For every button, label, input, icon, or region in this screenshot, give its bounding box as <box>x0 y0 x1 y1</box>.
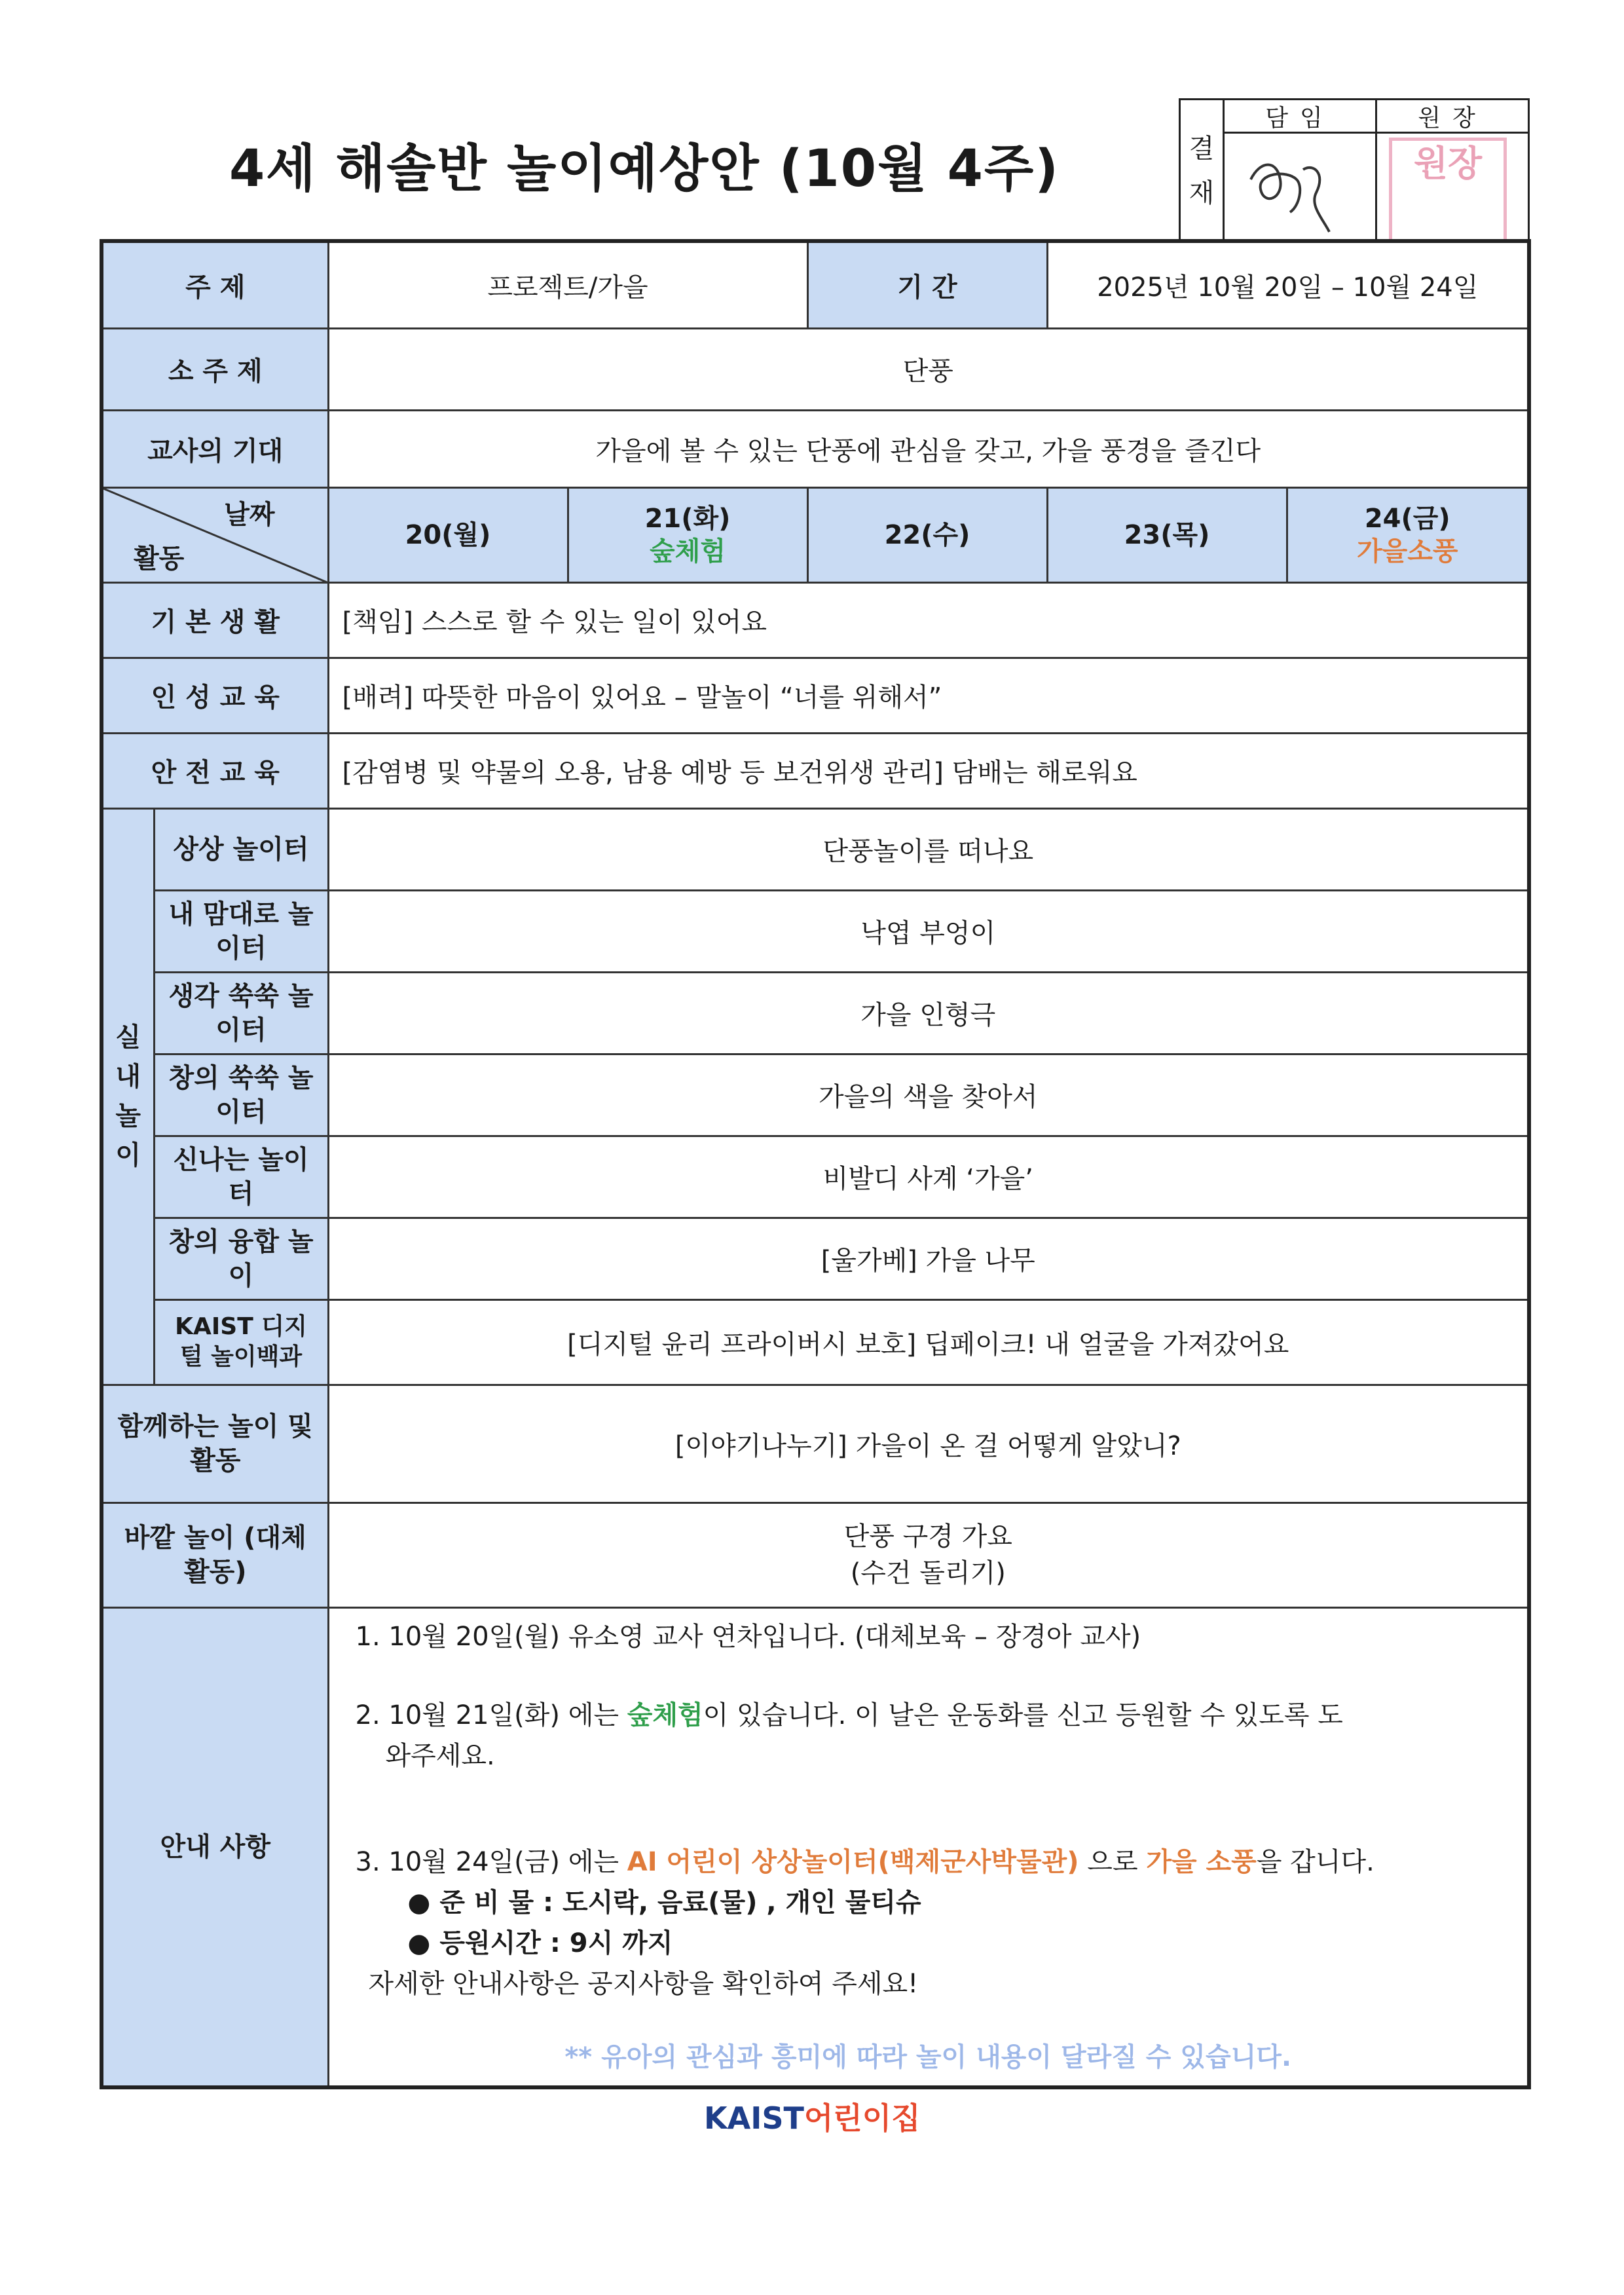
approval-teacher-col <box>1225 100 1377 241</box>
indoor-label-row: 내 맘대로 놀이터 <box>154 890 328 972</box>
approval-label-bottom: 재 <box>1189 177 1215 208</box>
day-header <box>807 487 1047 582</box>
indoor-label-row: 창의 쑥쑥 놀이터 <box>154 1054 328 1136</box>
approval-box <box>1179 98 1530 243</box>
approval-director-col <box>1377 100 1528 241</box>
theme-value: 프로젝트/가을 <box>328 241 807 328</box>
expect-value: 가을에 볼 수 있는 단풍에 관심을 갖고, 가을 풍경을 즐긴다 <box>328 410 1529 487</box>
notice-item-3: 3. 10월 24일(금) 에는 AI 어린이 상상놀이터(백제군사박물관) 으로 가을 소풍을 갑니다. <box>355 1846 1375 1877</box>
character-label: 인 성 교 육 <box>101 658 328 733</box>
notice-detail: 자세한 안내사항은 공지사항을 확인하여 주세요! <box>368 1968 919 1999</box>
indoor-label-row: 창의 융합 놀이 <box>154 1218 328 1299</box>
day-note: 가을소풍 <box>1356 536 1458 567</box>
notice-label: 안내 사항 <box>101 1607 328 2087</box>
character-value: [배려] 따뜻한 마음이 있어요 – 말놀이 “너를 위해서” <box>328 658 1529 733</box>
logo-kaist-text: KAIST <box>704 2100 804 2136</box>
day-label: 24(금) <box>1364 503 1450 534</box>
indoor-value: 단풍놀이를 떠나요 <box>328 808 1529 890</box>
plan-table <box>100 239 1531 2089</box>
day-header <box>1287 487 1529 582</box>
day-header <box>328 487 568 582</box>
director-stamp-cell <box>1377 134 1528 241</box>
indoor-label-row: 생각 쑥쑥 놀이터 <box>154 972 328 1054</box>
approval-director-header: 원장 <box>1377 100 1528 134</box>
basic-value: [책임] 스스로 할 수 있는 일이 있어요 <box>328 582 1529 658</box>
day-label: 22(수) <box>884 519 970 550</box>
date-label: 날짜 <box>224 499 275 530</box>
outdoor-value <box>328 1502 1529 1607</box>
period-label: 기 간 <box>807 241 1047 328</box>
outdoor-line2: (수건 돌리기) <box>850 1558 1006 1588</box>
subtheme-label: 소 주 제 <box>101 328 328 410</box>
notice-content <box>328 1607 1529 2087</box>
theme-label: 주 제 <box>101 241 328 328</box>
day-label: 20(월) <box>405 519 491 550</box>
page-title: 4세 해솔반 놀이예상안 (10월 4주) <box>229 140 1060 198</box>
indoor-label-text: 실내놀이 <box>115 1022 141 1170</box>
safety-value: [감염병 및 약물의 오용, 남용 예방 등 보건위생 관리] 담배는 해로워요 <box>328 733 1529 808</box>
indoor-value: 가을 인형극 <box>328 972 1529 1054</box>
activity-label: 활동 <box>134 543 185 574</box>
day-note: 숲체험 <box>650 536 726 567</box>
indoor-label-row: KAIST 디지털 놀이백과 <box>154 1299 328 1385</box>
director-stamp: 원장 <box>1389 138 1507 242</box>
period-value: 2025년 10월 20일 – 10월 24일 <box>1047 241 1529 328</box>
kaist-logo <box>704 2095 921 2138</box>
logo-center-text: 어린이집 <box>803 2100 921 2136</box>
indoor-label-row: 신나는 놀이터 <box>154 1136 328 1218</box>
teacher-signature <box>1225 134 1375 244</box>
day-header <box>1047 487 1287 582</box>
day-header <box>568 487 807 582</box>
date-activity-header <box>101 487 328 582</box>
indoor-value: 비발디 사계 ‘가을’ <box>328 1136 1529 1218</box>
approval-teacher-header: 담임 <box>1225 100 1375 134</box>
indoor-value: [디지털 윤리 프라이버시 보호] 딥페이크! 내 얼굴을 가져갔어요 <box>328 1299 1529 1385</box>
signature-icon <box>1225 134 1356 242</box>
notice-footnote: ** 유아의 관심과 흥미에 따라 놀이 내용이 달라질 수 있습니다. <box>564 2042 1292 2072</box>
subtheme-value: 단풍 <box>328 328 1529 410</box>
notice-bullet-2: ● 등원시간 : 9시 까지 <box>407 1928 673 1958</box>
notice-item-2: 2. 10월 21일(화) 에는 숲체험이 있습니다. 이 날은 운동화를 신고 등원할 수 있도록 도 <box>355 1700 1343 1730</box>
notice-item-2-cont: 와주세요. <box>385 1740 495 1771</box>
indoor-value: 가을의 색을 찾아서 <box>328 1054 1529 1136</box>
indoor-label <box>101 808 154 1385</box>
day-label: 23(목) <box>1124 519 1210 550</box>
outdoor-line1: 단풍 구경 가요 <box>843 1521 1012 1552</box>
approval-label-top: 결 <box>1189 133 1215 164</box>
notice-item-1: 1. 10월 20일(월) 유소영 교사 연차입니다. (대체보육 – 장경아 교사) <box>355 1621 1141 1652</box>
outdoor-label: 바깥 놀이 (대체 활동) <box>101 1502 328 1607</box>
together-value: [이야기나누기] 가을이 온 걸 어떻게 알았니? <box>328 1385 1529 1502</box>
day-label: 21(화) <box>644 503 731 534</box>
together-label: 함께하는 놀이 및 활동 <box>101 1385 328 1502</box>
indoor-value: [울가베] 가을 나무 <box>328 1218 1529 1299</box>
basic-label: 기 본 생 활 <box>101 582 328 658</box>
notice-bullet-1: ● 준 비 물 : 도시락, 음료(물) , 개인 물티슈 <box>407 1887 921 1918</box>
safety-label: 안 전 교 육 <box>101 733 328 808</box>
expect-label: 교사의 기대 <box>101 410 328 487</box>
indoor-label-row: 상상 놀이터 <box>154 808 328 890</box>
approval-label <box>1181 100 1225 241</box>
indoor-value: 낙엽 부엉이 <box>328 890 1529 972</box>
